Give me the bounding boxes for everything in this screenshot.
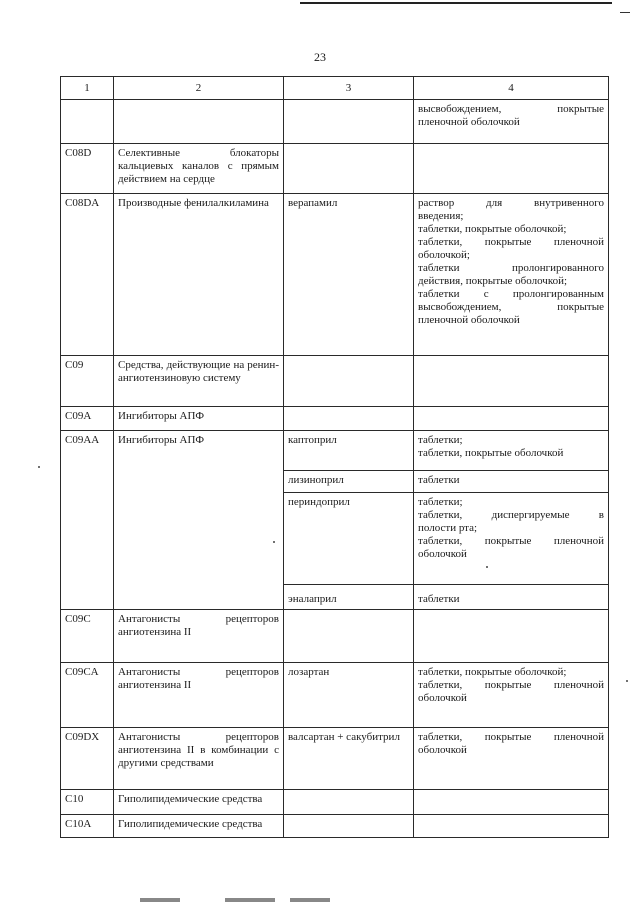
atc-code: C09A xyxy=(61,407,114,431)
scan-speck xyxy=(38,466,40,468)
drug-name: верапамил xyxy=(284,194,414,356)
group-name: Гиполипидемические средства xyxy=(114,790,284,815)
dosage-forms xyxy=(414,144,609,194)
drug-name xyxy=(284,144,414,194)
dosage-forms xyxy=(414,100,609,144)
drug-name: каптоприл xyxy=(284,431,414,471)
scan-speck xyxy=(486,566,488,568)
group-name: Средства, действующие на ренин-ангиотензиновую систему xyxy=(114,356,284,407)
drug-name xyxy=(284,407,414,431)
form-line: оболочкой xyxy=(418,548,467,560)
dosage-forms xyxy=(414,728,609,790)
scan-speck xyxy=(626,680,628,682)
form-line: таблетки пролонгированного xyxy=(418,262,604,274)
table-row xyxy=(61,431,609,471)
form-line: таблетки, покрытые оболочкой xyxy=(418,447,564,459)
form-line: таблетки, покрытые пленочной xyxy=(418,236,604,248)
drug-name: лозартан xyxy=(284,663,414,728)
table-row xyxy=(61,663,609,728)
form-line: пленочной оболочкой xyxy=(418,314,520,326)
drug-name xyxy=(284,610,414,663)
form-line: таблетки с пролонгированным xyxy=(418,288,604,300)
atc-code: C09C xyxy=(61,610,114,663)
group-name: Селективные блокаторы кальциевых каналов с прямым действием на сердце xyxy=(114,144,284,194)
form-line: пленочной оболочкой xyxy=(418,116,520,128)
scan-speck xyxy=(273,541,275,543)
dosage-forms xyxy=(414,610,609,663)
group-name: Гиполипидемические средства xyxy=(114,815,284,838)
form-line: таблетки, покрытые пленочной xyxy=(418,535,604,547)
form-line: таблетки, покрытые оболочкой; xyxy=(418,223,567,235)
dosage-forms xyxy=(414,815,609,838)
dosage-forms xyxy=(414,663,609,728)
bottom-artifact xyxy=(290,898,330,902)
group-name: Ингибиторы АПФ xyxy=(114,431,284,610)
form-line: введения; xyxy=(418,210,464,222)
dosage-forms xyxy=(414,431,609,471)
form-line: таблетки, покрытые пленочной xyxy=(418,731,604,743)
header-col-2: 2 xyxy=(114,77,284,100)
header-row xyxy=(61,77,609,100)
form-line: таблетки, покрытые пленочной xyxy=(418,679,604,691)
table-row xyxy=(61,144,609,194)
form-line: раствор для внутривенного xyxy=(418,197,604,209)
top-border-rule xyxy=(300,2,612,4)
table-row xyxy=(61,194,609,356)
form-line: таблетки xyxy=(418,593,460,605)
form-line: таблетки; xyxy=(418,434,463,446)
form-line: таблетки, диспергируемые в xyxy=(418,509,604,521)
form-line: таблетки; xyxy=(418,496,463,508)
dosage-forms xyxy=(414,585,609,610)
form-line: полости рта; xyxy=(418,522,478,534)
form-line: действия, покрытые оболочкой; xyxy=(418,275,568,287)
header-col-4: 4 xyxy=(414,77,609,100)
drug-name: эналаприл xyxy=(284,585,414,610)
form-line: таблетки xyxy=(418,474,460,486)
dosage-forms xyxy=(414,194,609,356)
dosage-forms xyxy=(414,356,609,407)
page-number: 23 xyxy=(314,50,326,64)
bottom-artifact xyxy=(140,898,180,902)
atc-code xyxy=(61,100,114,144)
group-name: Антагонисты рецепторов ангиотензина II xyxy=(114,610,284,663)
corner-mark xyxy=(620,12,630,13)
atc-code: C08DA xyxy=(61,194,114,356)
table-row xyxy=(61,815,609,838)
atc-code: C09AA xyxy=(61,431,114,610)
form-line: оболочкой xyxy=(418,744,467,756)
dosage-forms xyxy=(414,471,609,493)
drug-name xyxy=(284,790,414,815)
group-name: Антагонисты рецепторов ангиотензина II xyxy=(114,663,284,728)
group-name: Антагонисты рецепторов ангиотензина II в комбинации с другими средствами xyxy=(114,728,284,790)
drug-table xyxy=(60,76,609,838)
atc-code: C08D xyxy=(61,144,114,194)
form-line: таблетки, покрытые оболочкой; xyxy=(418,666,567,678)
form-line: высвобождением, покрытые xyxy=(418,103,604,115)
table-row xyxy=(61,728,609,790)
atc-code: C10 xyxy=(61,790,114,815)
header-col-1: 1 xyxy=(61,77,114,100)
drug-name xyxy=(284,815,414,838)
drug-name: лизиноприл xyxy=(284,471,414,493)
drug-name xyxy=(284,356,414,407)
dosage-forms xyxy=(414,790,609,815)
table-row xyxy=(61,407,609,431)
table-row xyxy=(61,790,609,815)
group-name xyxy=(114,100,284,144)
group-name: Ингибиторы АПФ xyxy=(114,407,284,431)
atc-code: C09DX xyxy=(61,728,114,790)
drug-name: валсартан + сакубитрил xyxy=(284,728,414,790)
header-col-3: 3 xyxy=(284,77,414,100)
form-line: оболочкой; xyxy=(418,249,470,261)
atc-code: C09 xyxy=(61,356,114,407)
table-row xyxy=(61,100,609,144)
dosage-forms xyxy=(414,493,609,585)
form-line: высвобождением, покрытые xyxy=(418,301,604,313)
group-name: Производные фенилалкиламина xyxy=(114,194,284,356)
form-line: оболочкой xyxy=(418,692,467,704)
atc-code: C10A xyxy=(61,815,114,838)
table-row xyxy=(61,356,609,407)
bottom-artifact xyxy=(225,898,275,902)
drug-name xyxy=(284,100,414,144)
drug-name: периндоприл xyxy=(284,493,414,585)
atc-code: C09CA xyxy=(61,663,114,728)
dosage-forms xyxy=(414,407,609,431)
table-row xyxy=(61,610,609,663)
